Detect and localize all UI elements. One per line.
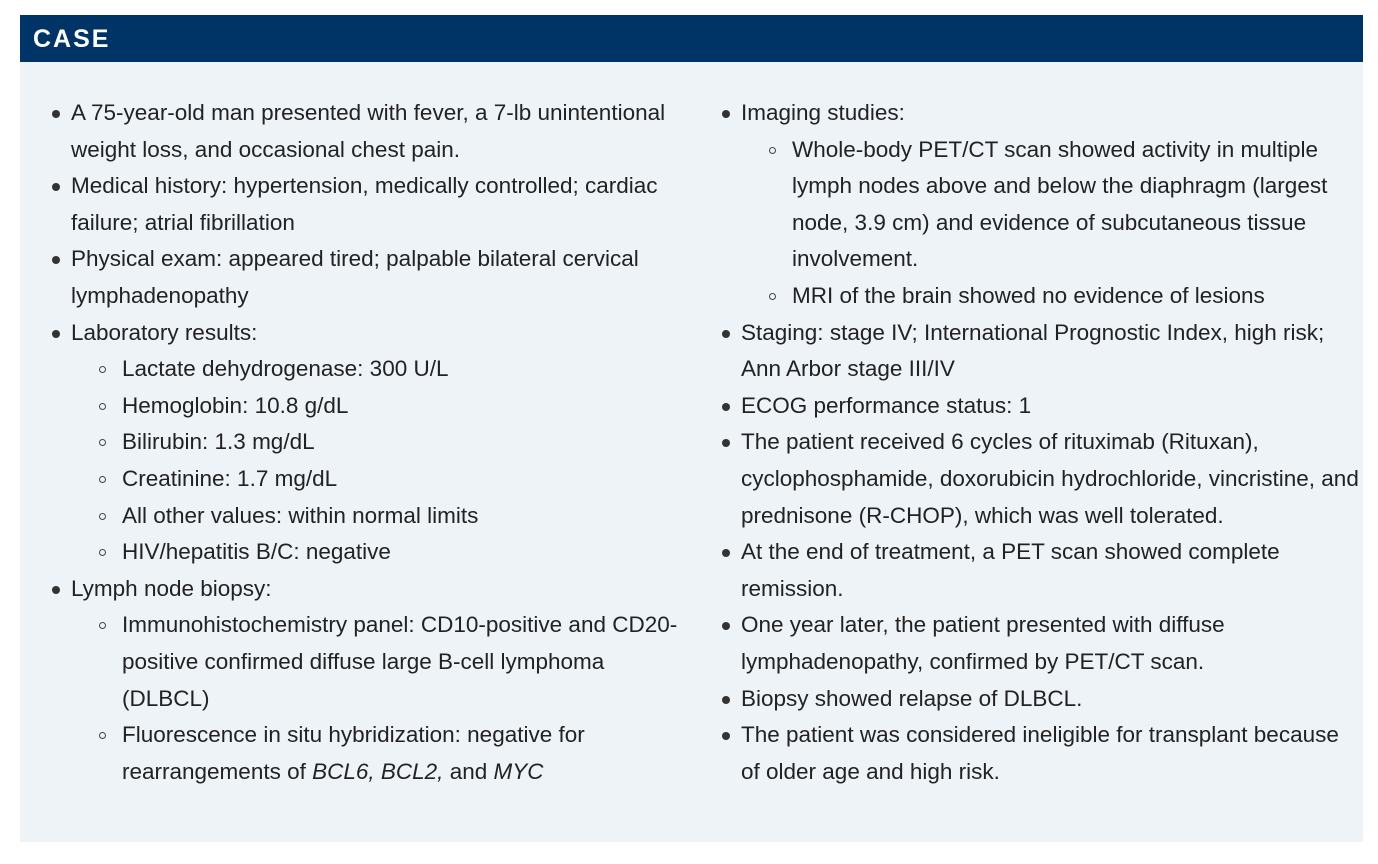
imaging-subitem: Whole-body PET/CT scan showed activity in multiple lymph nodes above and below the diaphragm (largest node, 3.9 cm) and evidence of subcutaneous tissue involvement. <box>720 132 1360 278</box>
presentation-item: A 75-year-old man presented with fever, a 7-lb unintentional weight loss, and occasional chest pain. <box>50 95 690 168</box>
fish-and: and <box>443 758 494 784</box>
biopsy-item <box>50 571 690 608</box>
physical-exam-item: Physical exam: appeared tired; palpable bilateral cervical lymphadenopathy <box>50 241 690 314</box>
right-list <box>720 95 1360 790</box>
lab-subitem: Lactate dehydrogenase: 300 U/L <box>50 351 690 388</box>
case-header: CASE <box>20 15 1363 62</box>
relapse-biopsy-item: Biopsy showed relapse of DLBCL. <box>720 681 1360 718</box>
fish-subitem <box>50 717 690 790</box>
left-list <box>50 95 690 790</box>
lab-subitem: Bilirubin: 1.3 mg/dL <box>50 424 690 461</box>
transplant-eligibility-item: The patient was considered ineligible for transplant because of older age and high risk. <box>720 717 1360 790</box>
imaging-title: Imaging studies: <box>741 100 905 125</box>
staging-item: Staging: stage IV; International Prognostic Index, high risk; Ann Arbor stage III/IV <box>720 315 1360 388</box>
relapse-presentation-item: One year later, the patient presented with diffuse lymphadenopathy, confirmed by PET/CT scan. <box>720 607 1360 680</box>
ecog-item: ECOG performance status: 1 <box>720 388 1360 425</box>
lab-results-item <box>50 315 690 352</box>
lab-subitem: Hemoglobin: 10.8 g/dL <box>50 388 690 425</box>
imaging-subitem: MRI of the brain showed no evidence of lesions <box>720 278 1360 315</box>
fish-genes: BCL6, BCL2, <box>312 758 444 784</box>
treatment-item: The patient received 6 cycles of rituximab (Rituxan), cyclophosphamide, doxorubicin hydrochloride, vincristine, and prednisone (R-CHOP), which was well tolerated. <box>720 424 1360 534</box>
end-treatment-item: At the end of treatment, a PET scan showed complete remission. <box>720 534 1360 607</box>
left-column <box>50 95 690 790</box>
biopsy-title: Lymph node biopsy: <box>71 575 272 601</box>
right-column <box>720 95 1360 790</box>
lab-subitem: HIV/hepatitis B/C: negative <box>50 534 690 571</box>
medical-history-item: Medical history: hypertension, medically controlled; cardiac failure; atrial fibrillation <box>50 168 690 241</box>
lab-results-title: Laboratory results: <box>71 319 258 345</box>
fish-prefix: Fluorescence in situ hybridization: negative for rearrangements of <box>122 722 585 784</box>
imaging-item <box>720 95 1360 132</box>
lab-subitem: Creatinine: 1.7 mg/dL <box>50 461 690 498</box>
lab-subitem: All other values: within normal limits <box>50 498 690 535</box>
fish-myc: MYC <box>493 758 544 784</box>
ihc-subitem: Immunohistochemistry panel: CD10-positive and CD20-positive confirmed diffuse large B-cell lymphoma (DLBCL) <box>50 607 690 717</box>
case-box <box>20 15 1363 842</box>
